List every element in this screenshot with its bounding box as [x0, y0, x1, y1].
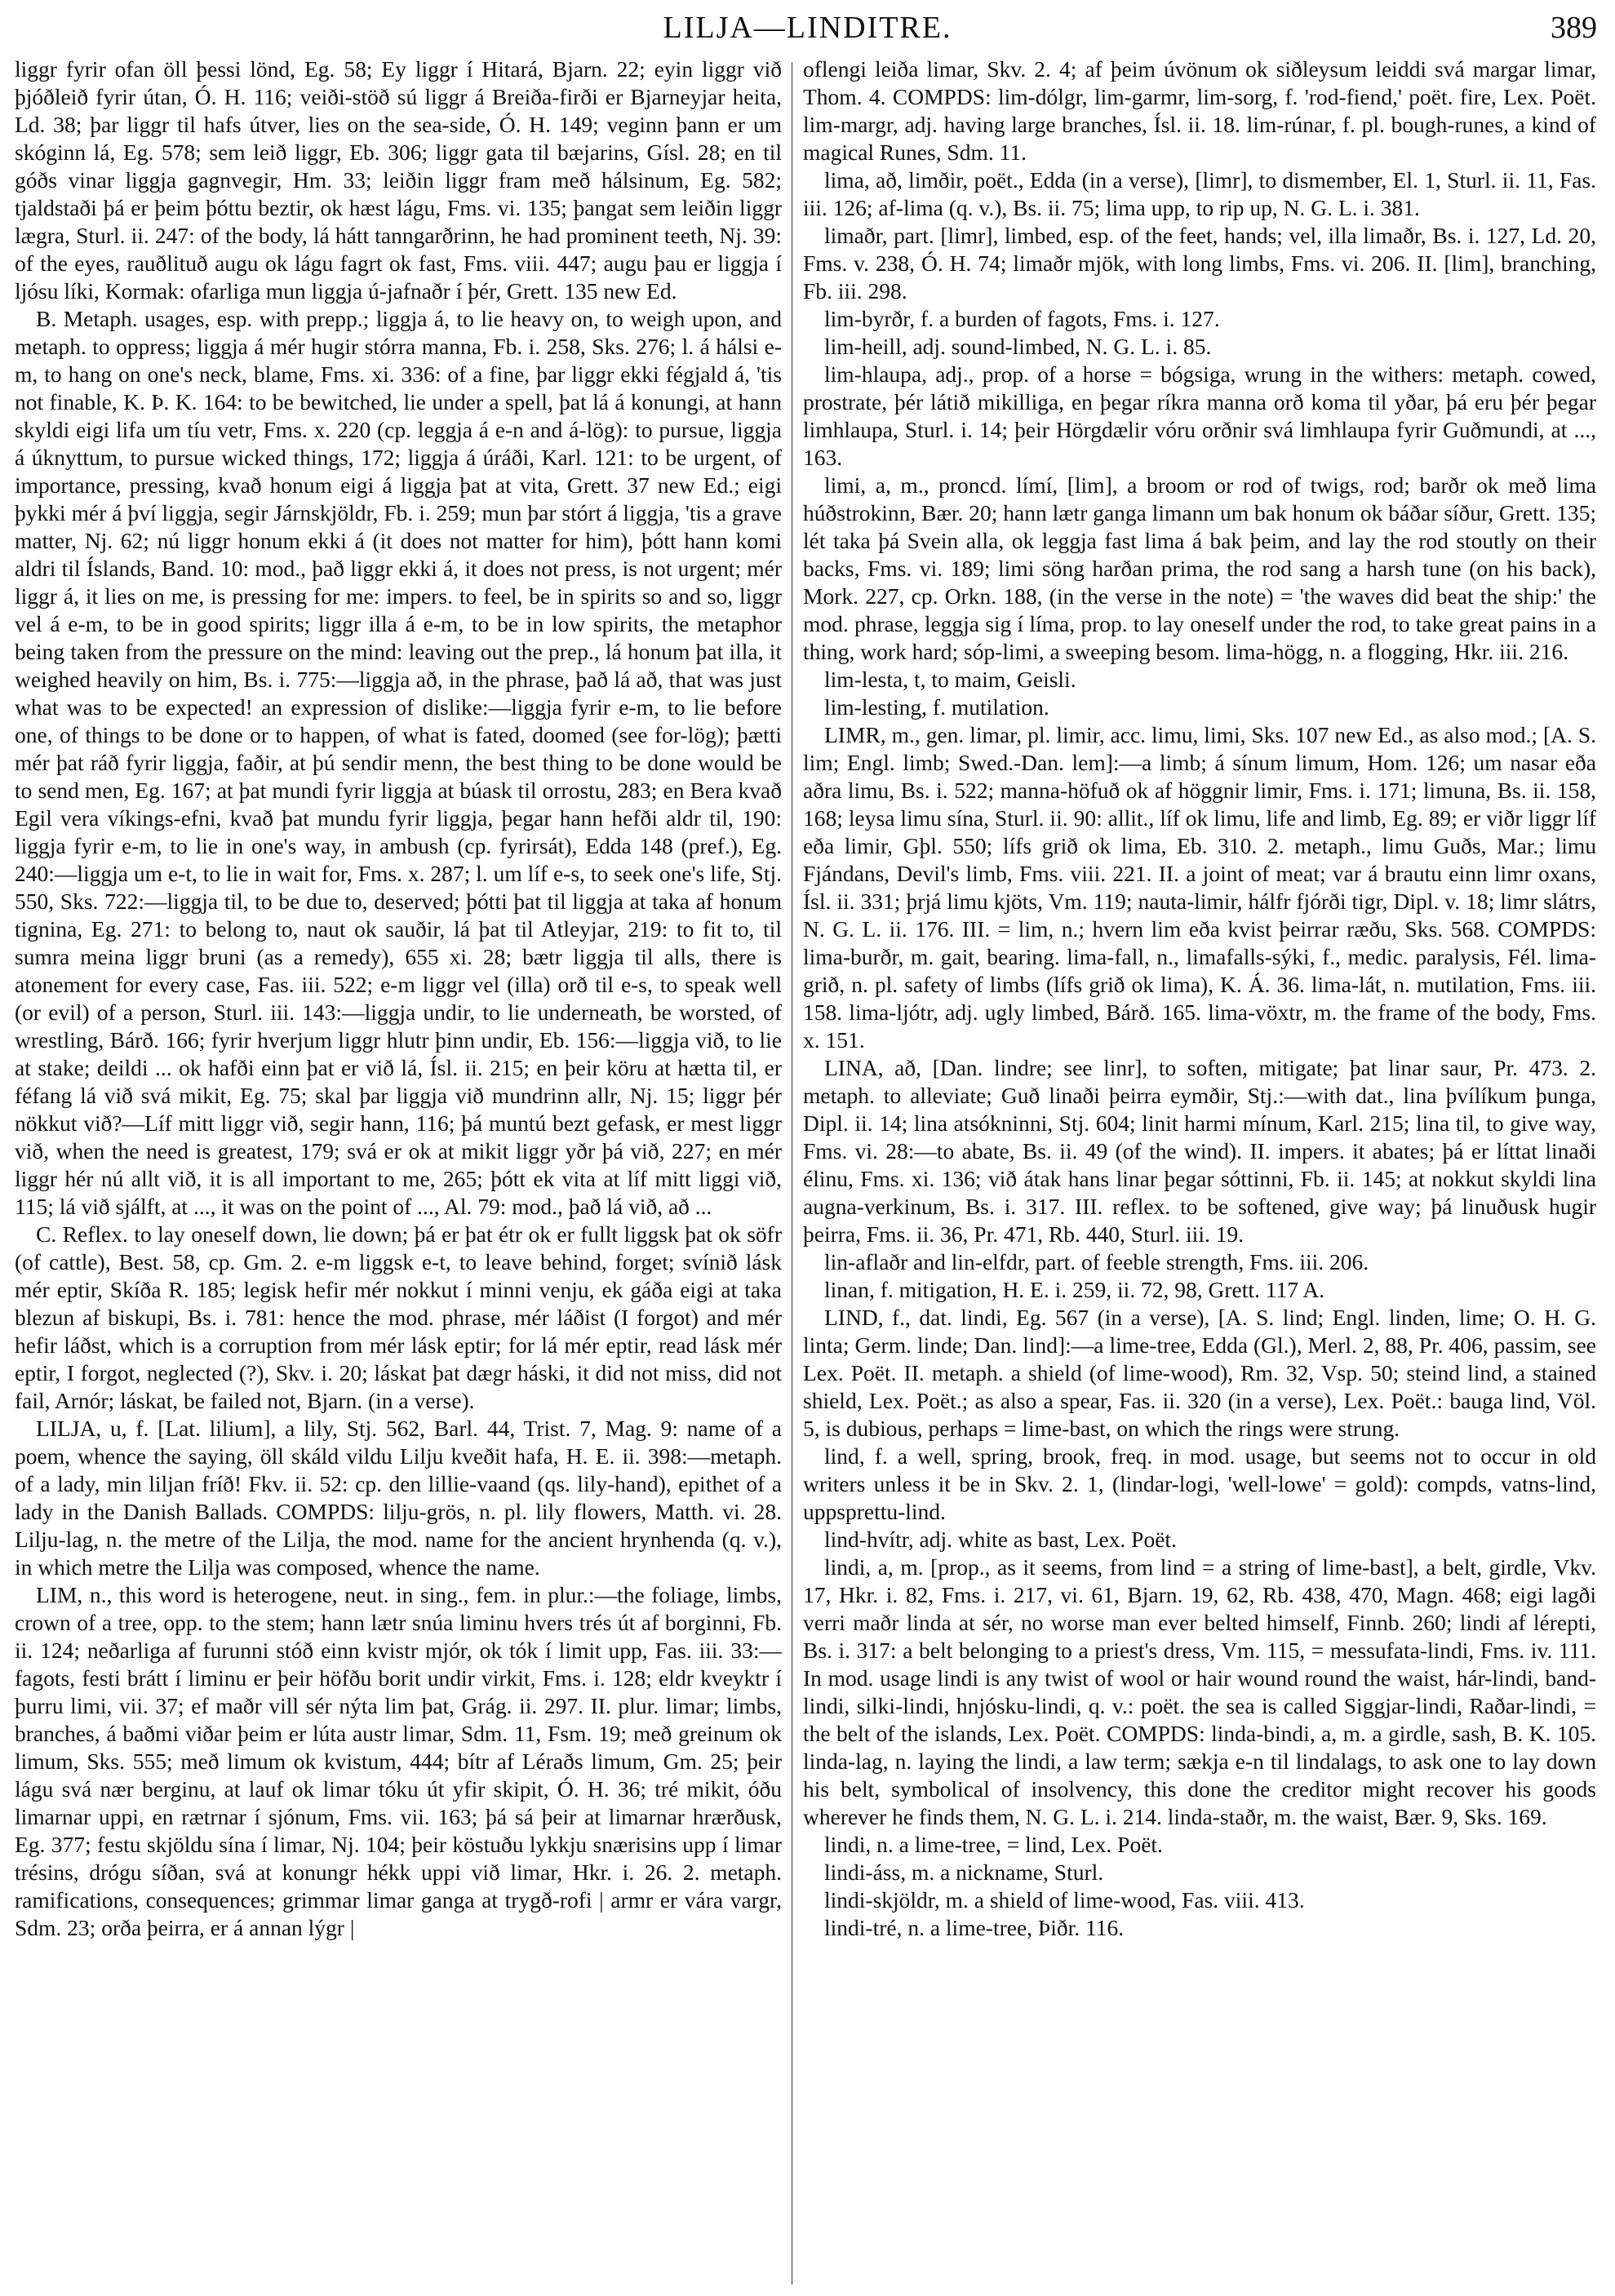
entry-limr: LIMR, m., gen. limar, pl. limir, acc. limu, limi, Sks. 107 new Ed., as also mod.; [A. S. lim; Engl. limb; Swed.-Dan. lem]:—a limb; á sínum limum, Hom. 126; um nasar eða aðra limu, Bs. i. 522; manna-höfuð ok af höggnir limir, Fms. i. 171; limuna, Bs. ii. 158, 168; leysa limu sína, Sturl. ii. 90: allit., líf ok limu, life and limb, Eg. 89; er viðr liggr líf eða limir, Gþl. 550; lífs grið ok lima, Eb. 310. 2. metaph., limu Guðs, Mar.; limu Fjándans, Devil's limb, Fms. viii. 221. II. a joint of meat; var á brautu einn limr oxans, Ísl. ii. 331; þrjá limu kjöts, Vm. 119; nauta-limir, hálfr fjórði tigr, Dipl. v. 18; limr slátrs, N. G. L. ii. 176. III. = lim, n.; hvern lim eða kvist þeirrar ræðu, Sks. 568. COMPDS: lima-burðr, m. gait, bearing. lima-fall, n., limafalls-sýki, f., medic. paralysis, Fél. lima-grið, n. pl. safety of limbs (lífs grið ok lima), K. Á. 36. lima-lát, n. mutilation, Fms. iii. 158. lima-ljótr, adj. ugly limbed, Bárð. 165. lima-vöxtr, m. the frame of the body, Fms. x. 151. [803, 722, 1596, 1053]
entry-liggr-continued: liggr fyrir ofan öll þessi lönd, Eg. 58; Ey liggr í Hitará, Bjarn. 22; eyin liggr við þjóðleið fyrir útan, Ó. H. 116; veiði-stöð sú liggr á Breiða-firði er Bjarneyjar heita, Ld. 38; þar liggr til hafs útver, lies on the sea-side, Ó. H. 149; veginn þann er um skóginn lá, Eg. 578; sem leið liggr, Eb. 306; liggr gata til bæjarins, Gísl. 28; en til góðs vinar liggja gagnvegir, Hm. 33; leiðin liggr fram með hálsinum, Eg. 582; tjaldstaði þá er þeim þóttu beztir, ok hæst lágu, Fms. vi. 135; þangat sem leiðin liggr lægra, Sturl. ii. 247: of the body, lá hátt tanngarðrinn, he had prominent teeth, Nj. 39: of the eyes, rauðlituð augu ok lágu fagrt ok fast, Fms. viii. 447; augu þau er liggja í ljósu líki, Kormak: ofarliga mun liggja ú-jafnaðr í þér, Grett. 135 new Ed. [15, 56, 782, 304]
entry-lina: LINA, að, [Dan. lindre; see linr], to soften, mitigate; þat linar saur, Pr. 473. 2. metaph. to alleviate; Guð linaði þeirra eymðir, Stj.:—with dat., lina þvílíkum þunga, Dipl. ii. 14; lina atsókninni, Stj. 604; linit harmi mínum, Karl. 215; lina til, to give way, Fms. vi. 28:—to abate, Bs. ii. 49 (of the wind). II. impers. it abates; þá er líttat linaði élinu, Fms. xi. 136; við átak hans linar þegar sóttinni, Fb. ii. 145; at nokkut skyldi lina augna-verkinum, Bs. i. 317. III. reflex. to be softened, give way; þá linuðusk hugir þeirra, Fms. ii. 36, Pr. 471, Rb. 440, Sturl. iii. 19. [803, 1055, 1596, 1247]
entry-lind-tree: LIND, f., dat. lindi, Eg. 567 (in a verse), [A. S. lind; Engl. linden, lime; O. H. G. linta; Germ. linde; Dan. lind]:—a lime-tree, Edda (Gl.), Merl. 2, 88, Pr. 406, passim, see Lex. Poët. II. metaph. a shield (of lime-wood), Rm. 32, Vsp. 50; steind lind, a stained shield, Lex. Poët.; as also a spear, Fas. ii. 320 (in a verse), Lex. Poët.: bauga lind, Völ. 5, is dubious, perhaps = lime-bast, on which the rings were strung. [803, 1305, 1596, 1441]
entry-lindi-belt: lindi, a, m. [prop., as it seems, from lind = a string of lime-bast], a belt, girdle, Vkv. 17, Hkr. i. 82, Fms. i. 217, vi. 61, Bjarn. 19, 62, Rb. 438, 470, Magn. 468; eigi lagði verri maðr linda at sér, no worse man ever belted himself, Finnb. 260; lindi af lérepti, Bs. i. 317: a belt belonging to a priest's dress, Vm. 115, = messufata-lindi, Fms. iv. 111. In mod. usage lindi is any twist of wool or hair wound round the waist, hár-lindi, band-lindi, silki-lindi, hnjósku-lindi, q. v.: poët. the sea is called Siggjar-lindi, Raðar-lindi, = the belt of the islands, Lex. Poët. COMPDS: linda-bindi, a, m. a girdle, sash, B. K. 105. linda-lag, n. laying the lindi, a law term; sækja e-n til lindalags, to ask one to lay down his belt, symbolical of insolvency, this done the creditor might recover his goods wherever he finds them, N. G. L. i. 214. linda-staðr, m. the waist, Bær. 9, Sks. 169. [803, 1554, 1596, 1829]
entry-lindi-ass: lindi-áss, m. a nickname, Sturl. [824, 1859, 1104, 1885]
running-head: LILJA—LINDITRE. [663, 11, 952, 45]
entry-lindi-skjoldr: lindi-skjöldr, m. a shield of lime-wood, Fas. viii. 413. [824, 1887, 1305, 1913]
entry-liggr-metaph: B. Metaph. usages, esp. with prepp.; liggja á, to lie heavy on, to weigh upon, and metaph. to oppress; liggja á mér hugir stórra manna, Fb. i. 258, Sks. 276; l. á hálsi e-m, to hang on one's neck, blame, Fms. xi. 336: of a fine, þar liggr ekki fégjald á, 'tis not finable, K. Þ. K. 164: to be bewitched, lie under a spell, þat lá á konungi, at hann skyldi eigi lifa um tíu vetr, Fms. x. 220 (cp. leggja á e-n and á-lög): to pursue, liggja á úknyttum, to pursue wicked things, 172; liggja á úráði, Karl. 121: to be urgent, of importance, pressing, kvað honum eigi á liggja þat at vita, Grett. 37 new Ed.; eigi þykki mér á því liggja, segir Járnskjöldr, Fb. i. 259; mun þar stórt á liggja, 'tis a grave matter, Nj. 62; nú liggr honum ekki á (it does not matter for him), þótt hann komi aldri til Íslands, Band. 10: mod., það liggr ekki á, it does not press, is not urgent; mér liggr á, it lies on me, is pressing for me: impers. to feel, be in spirits so and so, liggr vel á e-m, to be in good spirits; liggr illa á e-m, to be in low spirits, the metaphor being taken from the pressure on the mind: leaving out the prep., lá honum þat illa, it weighed heavily on him, Bs. i. 775:—liggja að, in the phrase, það lá að, that was just what was to be expected! an expression of dislike:—liggja fyrir e-m, to lie before one, of things to be done or to happen, of what is fated, doomed (see for-lög); þætti mér þat ráð fyrir liggja, faðir, at þú sendir menn, the best thing to be done would be to send men, Eg. 167; at þat mundi fyrir liggja at búask til orrostu, 283; en Bera kvað Egil vera víkings-efni, kvað þat mundu fyrir liggja, þegar hann hefði aldr til, 190: liggja fyrir e-m, to lie in one's way, in ambush (cp. fyrirsát), Edda 148 (pref.), Eg. 240:—liggja um e-t, to lie in wait for, Fms. x. 287; l. um líf e-s, to seek one's life, Stj. 550, Sks. 722:—liggja til, to be due to, deserved; þótti þat til liggja at taka af honum tignina, Eg. 271: to belong to, naut ok sauðir, lá þat til Atleyjar, 219: to fit to, til sumra meina liggr bruni (as a remedy), 655 xi. 28; bætr liggja til alls, there is atonement for every case, Fas. iii. 522; e-m liggr vel (illa) orð til e-s, to speak well (or evil) of a person, Sturl. iii. 143:—liggja undir, to lie underneath, be worsted, of wrestling, Bárð. 166; fyrir hverjum liggr hlutr þinn undir, Eb. 156:—liggja við, to lie at stake; deildi ... ok hafði einn þat er við lá, Ísl. ii. 215; en þeir köru at hætta til, er féfang lá við svá mikit, Eg. 75; skal þar liggja við mundrinn allr, Nj. 15; liggr þér nökkut við?—Líf mitt liggr við, segir hann, 116; þá muntú bezt gefask, er mest liggr við, when the need is greatest, 179; svá er ok at mikit liggr yðr þá við, 227; en mér liggr hér nú allt við, it is all important to me, 265; þótt ek vita at líf mitt liggi við, 115; lá við sjálft, at ..., it was on the point of ..., Al. 79: mod., það lá við, að ... [15, 306, 782, 1219]
entry-lindi-tre: lindi-tré, n. a lime-tree, Þiðr. 116. [824, 1915, 1125, 1940]
left-column [15, 55, 782, 2283]
entry-lind-hvitr: lind-hvítr, adj. white as bast, Lex. Poët. [824, 1527, 1177, 1552]
page-header [0, 0, 1615, 57]
entry-lim-hlaupa: lim-hlaupa, adj., prop. of a horse = bógsiga, wrung in the withers: metaph. cowed, prostrate, þér látið mikilliga, en þegar ríkra manna orð koma til yðar, þá eru þér þegar limhlaupa, Sturl. i. 14; þeir Hörgdælir vóru orðnir svá limhlaupa fyrir Guðmundi, at ..., 163. [803, 361, 1596, 470]
entry-lim-heill: lim-heill, adj. sound-limbed, N. G. L. i. 85. [824, 334, 1212, 359]
entry-limi: limi, a, m., proncd. límí, [lim], a broom or rod of twigs, rod; barðr ok með lima húðstrokinn, Bær. 20; hann lætr ganga limann um bak honum ok báðar síður, Grett. 135; lét taka þá Svein alla, ok leggja fast lima á bak þeim, and lay the rod stoutly on their backs, Fms. vi. 189; limi söng harðan prima, the rod sang a harsh tune (on his back), Mork. 227, cp. Orkn. 188, (in the verse in the note) = 'the waves did beat the ship:' the mod. phrase, leggja sig í líma, prop. to lay oneself under the rod, to take great pains in a thing, work hard; sóp-limi, a sweeping besom. lima-högg, n. a flogging, Hkr. iii. 216. [803, 472, 1596, 664]
entry-lim-lesting: lim-lesting, f. mutilation. [824, 694, 1049, 720]
entry-lim-byrdr: lim-byrðr, f. a burden of fagots, Fms. i. 127. [824, 306, 1220, 331]
page-number: 389 [1551, 11, 1597, 45]
entry-lindi-tree: lindi, n. a lime-tree, = lind, Lex. Poët. [824, 1832, 1163, 1857]
entry-liggr-reflex: C. Reflex. to lay oneself down, lie down; þá er þat étr ok er fullt liggsk þat ok söfr (of cattle), Best. 58, cp. Gm. 2. e-m liggsk e-t, to leave behind, forget; svínið lásk mér eptir, Skíða R. 185; legisk hefir mér nokkut í minni venju, ek gáða eigi at taka blezun af biskupi, Bs. i. 781: hence the mod. phrase, mér láðist (I forgot) and mér hefir láðst, which is a corruption from mér lásk eptir; for lá mér eptir, read lásk mér eptir, I forgot, neglected (?), Skv. i. 20; láskat þat dægr háski, it did not miss, did not fail, Arnór; láskat, be failed not, Bjarn. (in a verse). [15, 1221, 782, 1413]
entry-lim-lesta: lim-lesta, t, to maim, Geisli. [824, 667, 1076, 692]
entry-limadr: limaðr, part. [limr], limbed, esp. of the feet, hands; vel, illa limaðr, Bs. i. 127, Ld. 20, Fms. v. 238, Ó. H. 74; limaðr mjök, with long limbs, Fms. vi. 206. II. [lim], branching, Fb. iii. 298. [803, 223, 1596, 304]
right-column [803, 55, 1596, 2283]
entry-lin-afladr: lin-aflaðr and lin-elfdr, part. of feeble strength, Fms. iii. 206. [824, 1249, 1369, 1274]
entry-lind-well: lind, f. a well, spring, brook, freq. in mod. usage, but seems not to occur in old writers unless it be in Skv. 2. 1, (lindar-logi, 'well-lowe' = gold): compds, vatns-lind, uppsprettu-lind. [803, 1443, 1596, 1524]
entry-lima: lima, að, limðir, poët., Edda (in a verse), [limr], to dismember, El. 1, Sturl. ii. 11, Fas. iii. 126; af-lima (q. v.), Bs. ii. 75; lima upp, to rip up, N. G. L. i. 381. [803, 167, 1596, 220]
entry-lilja: LILJA, u, f. [Lat. lilium], a lily, Stj. 562, Barl. 44, Trist. 7, Mag. 9: name of a poem, whence the saying, öll skáld vildu Lilju kveðit hafa, H. E. ii. 398:—metaph. of a lady, min liljan fríð! Fkv. ii. 52: cp. den lillie-vaand (qs. lily-hand), epithet of a lady in the Danish Ballads. COMPDS: lilju-grös, n. pl. lily flowers, Matth. vi. 28. Lilju-lag, n. the metre of the Lilja, the mod. name for the ancient hrynhenda (q. v.), in which metre the Lilja was composed, whence the name. [15, 1416, 782, 1580]
entry-linan: linan, f. mitigation, H. E. i. 259, ii. 72, 98, Grett. 117 A. [824, 1277, 1325, 1302]
entry-lim-continued: oflengi leiða limar, Skv. 2. 4; af þeim úvönum ok siðleysum leiddi svá margar limar, Thom. 4. COMPDS: lim-dólgr, lim-garmr, lim-sorg, f. 'rod-fiend,' poët. fire, Lex. Poët. lim-margr, adj. having large branches, Ísl. ii. 18. lim-rúnar, f. pl. bough-runes, a kind of magical Runes, Sdm. 11. [803, 56, 1596, 165]
entry-lim: LIM, n., this word is heterogene, neut. in sing., fem. in plur.:—the foliage, limbs, crown of a tree, opp. to the stem; hann lætr snúa liminu hvers trés út af borginni, Fb. ii. 124; neðarliga af furunni stóð einn kvistr mjór, ok tók í limit upp, Fas. iii. 33:—fagots, festi brátt í liminu er þeir höfðu borit undir virkit, Fms. i. 128; eldr kveyktr í þurru limi, vii. 37; ef maðr vill sér nýta lim þat, Grág. ii. 297. II. plur. limar; limbs, branches, á baðmi viðar þeim er lúta austr limar, Sdm. 11, Fsm. 19; með greinum ok limum, Sks. 555; með limum ok kvistum, 444; bítr af Léraðs limum, Gm. 25; þeir lágu svá nær berginu, at lauf ok limar tóku út yfir skipit, Ó. H. 36; tré mikit, óðu limarnar uppi, en rætrnar í sjónum, Fms. vii. 163; þá sá þeir at limarnar hrærðusk, Eg. 377; festu skjöldu sína í limar, Nj. 104; þeir köstuðu lykkju snærisins upp í limar trésins, drógu síðan, svá at konungr hékk uppi við limar, Hkr. i. 26. 2. metaph. ramifications, consequences; grimmar limar ganga at trygð-rofi | armr er vára vargr, Sdm. 23; orða þeirra, er á annan lýgr | [15, 1582, 782, 1940]
